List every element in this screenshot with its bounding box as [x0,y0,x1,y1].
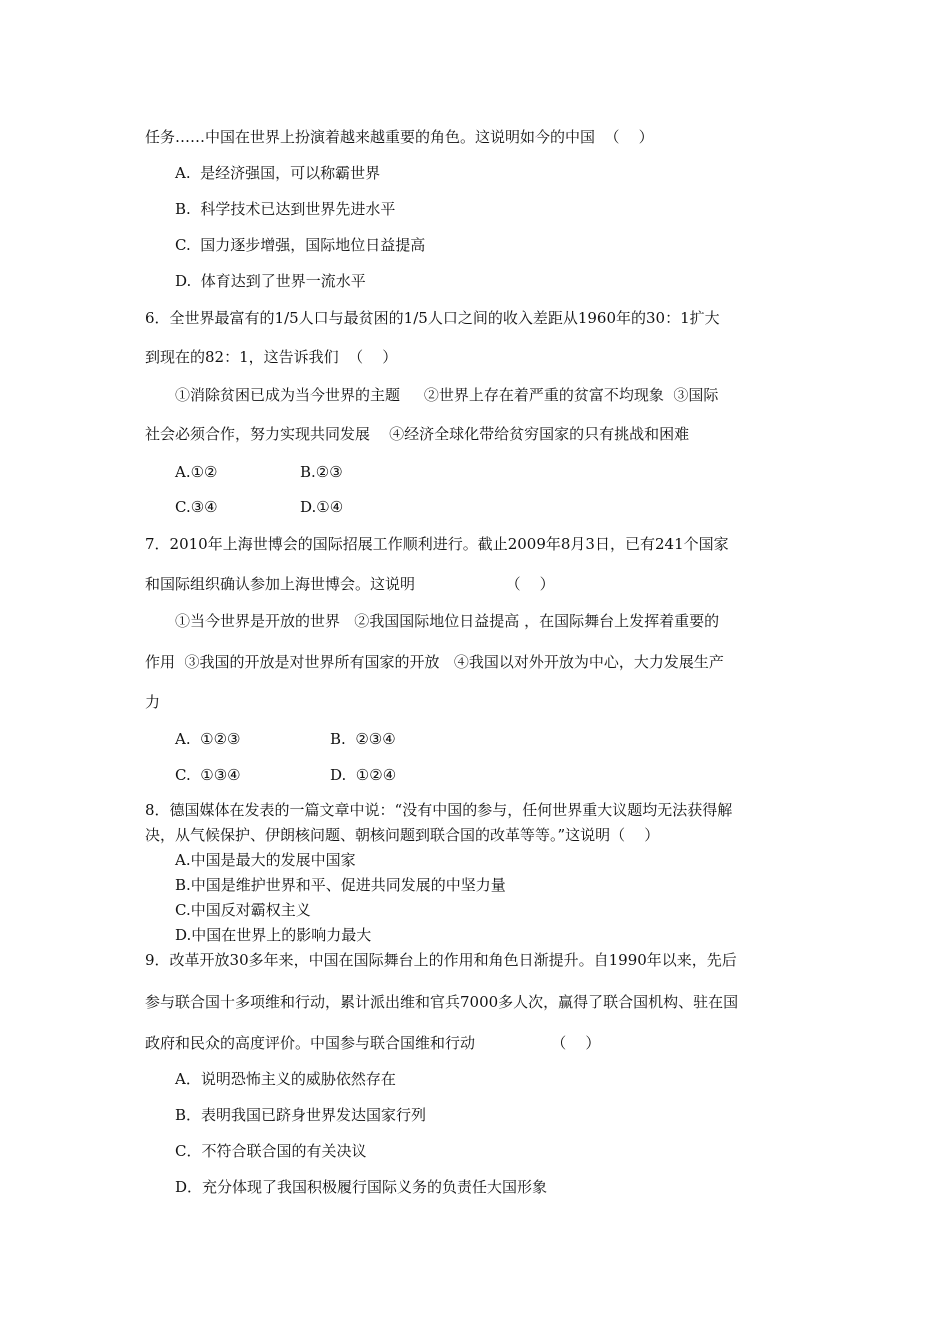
q7-option-a[interactable]: A. ①②③ [175,730,241,748]
q9-option-d[interactable]: D．充分体现了我国积极履行国际义务的负责任大国形象 [175,1178,548,1196]
q5-option-c[interactable]: C. 国力逐步增强，国际地位日益提高 [175,236,426,254]
q6-option-d[interactable]: D.①④ [300,498,344,516]
question-7-line-2: 和国际组织确认参加上海世博会。这说明 （ ） [145,575,555,593]
question-6-line-1: 6．全世界最富有的1/5人口与最贫困的1/5人口之间的收入差距从1960年的30：1扩大 [145,309,720,327]
question-6-statements-line-2: 社会必须合作，努力实现共同发展 ④经济全球化带给贫穷国家的只有挑战和困难 [145,425,690,443]
q5-option-b[interactable]: B. 科学技术已达到世界先进水平 [175,200,396,218]
question-9-line-2: 参与联合国十多项维和行动，累计派出维和官兵7000多人次，赢得了联合国机构、驻在国 [145,993,739,1011]
q9-option-a[interactable]: A．说明恐怖主义的威胁依然存在 [175,1070,396,1088]
q8-option-a[interactable]: A.中国是最大的发展中国家 [175,851,356,869]
q6-option-b[interactable]: B.②③ [300,463,343,481]
q7-option-c[interactable]: C. ①③④ [175,766,241,784]
q5-option-d[interactable]: D. 体育达到了世界一流水平 [175,272,366,290]
q7-option-d[interactable]: D. ①②④ [330,766,397,784]
question-7-statements-line-1: ①当今世界是开放的世界 ②我国国际地位日益提高 ，在国际舞台上发挥着重要的 [175,612,720,630]
q8-option-b[interactable]: B.中国是维护世界和平、促进共同发展的中坚力量 [175,876,506,894]
question-7-statements-line-3: 力 [145,693,161,711]
q8-option-d[interactable]: D.中国在世界上的影响力最大 [175,926,372,944]
q9-option-b[interactable]: B．表明我国已跻身世界发达国家行列 [175,1106,427,1124]
question-6-statements-line-1: ①消除贫困已成为当今世界的主题 ②世界上存在着严重的贫富不均现象 ③国际 [175,386,719,404]
question-8-line-2: 决，从气候保护、伊朗核问题、朝核问题到联合国的改革等等。”这说明（ ） [145,826,660,844]
question-6-line-2: 到现在的82：1，这告诉我们 （ ） [145,348,398,366]
q6-option-c[interactable]: C.③④ [175,498,218,516]
q8-option-c[interactable]: C.中国反对霸权主义 [175,901,311,919]
question-7-statements-line-2: 作用 ③我国的开放是对世界所有国家的开放 ④我国以对外开放为中心，大力发展生产 [145,653,724,671]
q9-option-c[interactable]: C．不符合联合国的有关决议 [175,1142,367,1160]
question-9-line-3: 政府和民众的高度评价。中国参与联合国维和行动 （ ） [145,1034,601,1052]
question-8-line-1: 8．德国媒体在发表的一篇文章中说：“没有中国的参与，任何世界重大议题均无法获得解 [145,801,733,819]
q7-option-b[interactable]: B. ②③④ [330,730,396,748]
q6-option-a[interactable]: A.①② [175,463,218,481]
question-5-stem-end: 任务……中国在世界上扮演着越来越重要的角色。这说明如今的中国 （ ） [145,128,654,146]
question-7-line-1: 7．2010年上海世博会的国际招展工作顺利进行。截止2009年8月3日，已有241个国家 [145,535,729,553]
q5-option-a[interactable]: A. 是经济强国，可以称霸世界 [175,164,381,182]
question-9-line-1: 9．改革开放30多年来，中国在国际舞台上的作用和角色日渐提升。自1990年以来，先后 [145,951,737,969]
